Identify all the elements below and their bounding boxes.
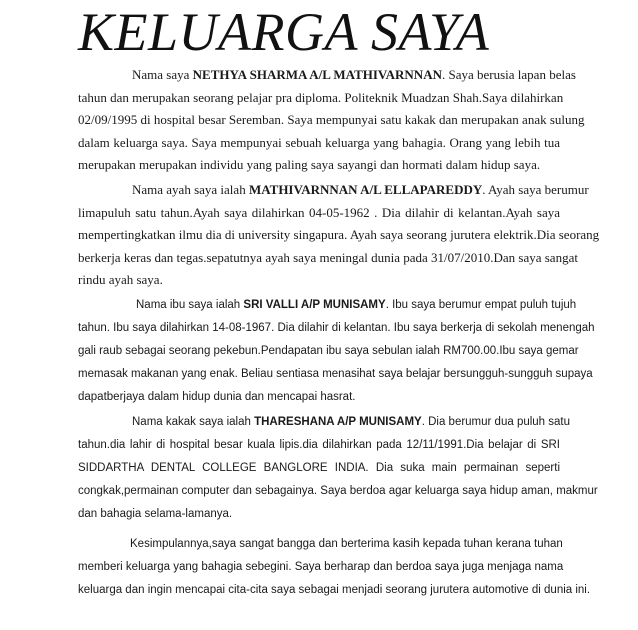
paragraph-mother bbox=[78, 294, 595, 409]
paragraph-line: SIDDARTHA DENTAL COLLEGE BANGLORE INDIA. Dia suka main permainan seperti bbox=[78, 462, 560, 474]
paragraph-line: rindu ayah saya. bbox=[78, 272, 163, 287]
paragraph-line: Nama saya NETHYA SHARMA A/L MATHIVARNNAN. Saya berusia lapan belas bbox=[132, 67, 576, 82]
paragraph-line: 02/09/1995 di hospital besar Seremban. Saya mempunyai satu kakak dan merupakan anak sulung bbox=[78, 112, 585, 127]
paragraph-line: congkak,permainan computer dan sebagainya. Saya berdoa agar keluarga saya hidup aman, makmur bbox=[78, 485, 598, 497]
name-self: NETHYA SHARMA A/L MATHIVARNNAN bbox=[192, 67, 442, 82]
paragraph-line: dalam keluarga saya. Saya mempunyai sebuah keluarga yang bahagia. Orang yang lebih tua bbox=[78, 134, 560, 150]
paragraph-line: limapuluh satu tahun.Ayah saya dilahirkan 04-05-1962 . Dia dilahir di kelantan.Ayah saya bbox=[78, 204, 560, 220]
paragraph-line: dan bahagia selama-lamanya. bbox=[78, 508, 233, 520]
paragraph-line: tahun dan merupakan seorang pelajar pra diploma. Politeknik Muadzan Shah.Saya dilahirkan bbox=[78, 89, 564, 105]
paragraph-line: Kesimpulannya,saya sangat bangga dan berterima kasih kepada tuhan kerana tuhan bbox=[130, 538, 563, 550]
paragraph-line: Nama kakak saya ialah THARESHANA A/P MUNISAMY. Dia berumur dua puluh satu bbox=[132, 416, 571, 428]
name-sister: THARESHANA A/P MUNISAMY bbox=[254, 416, 422, 428]
paragraph-line: gali raub sebagai seorang pekebun.Pendapatan ibu saya sebulan ialah RM700.00.Ibu saya gemar bbox=[78, 345, 579, 357]
paragraph-line: memberi keluarga yang bahagia sebegini. Saya berharap dan berdoa saya juga menjaga nama bbox=[78, 561, 564, 573]
paragraph-line: Nama ibu saya ialah SRI VALLI A/P MUNISAMY. Ibu saya berumur empat puluh tujuh bbox=[136, 299, 577, 311]
paragraph-line: tahun.dia lahir di hospital besar kuala lipis.dia dilahirkan pada 12/11/1991.Dia belajar di SRI bbox=[78, 439, 560, 451]
paragraph-line: berkerja keras dan tegas.sepatutnya ayah saya meningal dunia pada 31/07/2010.Dan saya sangat bbox=[78, 249, 578, 265]
paragraph-line: memasak makanan yang enak. Beliau sentiasa menasihat saya belajar bersungguh-sungguh supaya bbox=[78, 368, 593, 380]
name-father: MATHIVARNNAN A/L ELLAPAREDDY bbox=[248, 182, 483, 197]
paragraph-sister bbox=[78, 411, 598, 526]
document-title: KELUARGA SAYA bbox=[78, 2, 490, 62]
paragraph-line: mempertingkatkan ilmu dia di university singapura. Ayah saya seorang jurutera elektrik.Dia seorang bbox=[78, 227, 600, 242]
name-mother: SRI VALLI A/P MUNISAMY bbox=[243, 299, 386, 311]
paragraph-line: tahun. Ibu saya dilahirkan 14-08-1967. Dia dilahir di kelantan. Ibu saya berkerja di sekolah menengah bbox=[78, 322, 595, 334]
paragraph-line: keluarga dan ingin mencapai cita-cita saya sebagai menjadi seorang jurutera automotive di dunia ini. bbox=[78, 584, 591, 596]
paragraph-conclusion bbox=[78, 533, 591, 602]
paragraph-line: Nama ayah saya ialah MATHIVARNNAN A/L ELLAPAREDDY. Ayah saya berumur bbox=[132, 182, 589, 197]
paragraph-self-intro bbox=[78, 64, 585, 177]
paragraph-line: dapatberjaya dalam hidup dunia dan mencapai hasrat. bbox=[78, 391, 356, 403]
paragraph-father bbox=[78, 179, 600, 292]
paragraph-line: merupakan merupakan individu yang paling saya sayangi dan hormati dalam hidup saya. bbox=[78, 157, 541, 172]
